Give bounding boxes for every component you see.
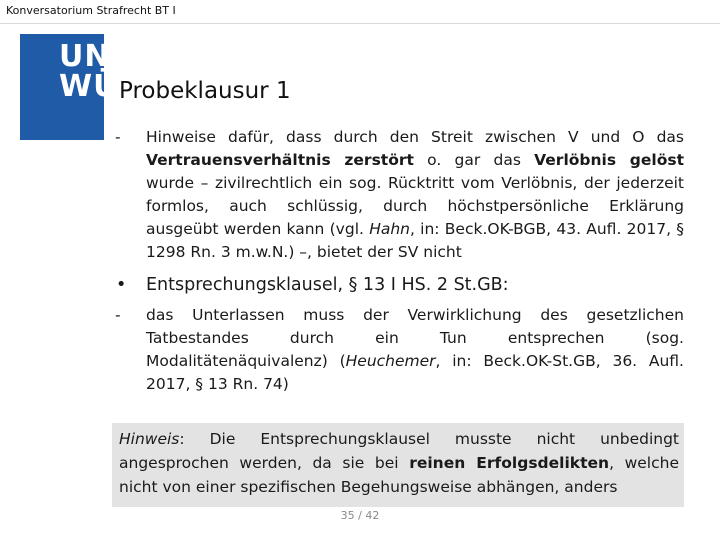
list-item	[112, 272, 684, 298]
header-title: Konversatorium Strafrecht BT I	[6, 4, 176, 17]
item-text: Entsprechungsklausel, § 13 I HS. 2 St.GB:	[146, 275, 509, 295]
bullet-marker: •	[116, 275, 127, 295]
slide-title: Probeklausur 1	[119, 78, 291, 104]
header-divider	[0, 23, 720, 24]
hint-text: Hinweis: Die Entsprechungsklausel musste nicht unbedingt angesprochen werden, da sie bei reinen Erfolgsdelikten, welche nicht von einer spezifischen Begehungsweise abhängen, anders	[119, 430, 679, 496]
logo-line-2: WÜ	[59, 69, 119, 104]
item-text: Hinweise dafür, dass durch den Streit zwischen V und O das Vertrauensverhältnis zerstört o. gar das Verlöbnis gelöst wurde – zivilrechtlich ein sog. Rücktritt vom Verlöbnis, der jederzeit formlos, auch schlüssig, durch höchstpersönliche Erklärung ausgeübt werden kann (vgl. Hahn, in: Beck.OK-BGB, 43. Aufl. 2017, § 1298 Rn. 3 m.w.N.) –, bietet der SV nicht	[146, 128, 684, 261]
logo-line-1: UNI	[59, 39, 123, 74]
university-logo	[20, 34, 123, 140]
dash-marker: -	[115, 306, 121, 324]
item-text: das Unterlassen muss der Verwirklichung des gesetzlichen Tatbestandes durch ein Tun entsprechen (sog. Modalitätenäquivalenz) (Heuchemer, in: Beck.OK-St.GB, 36. Aufl. 2017, § 13 Rn. 74)	[146, 306, 684, 393]
page-number: 35 / 42	[340, 509, 380, 522]
dash-marker: -	[115, 128, 121, 146]
list-item	[112, 304, 684, 396]
list-item	[112, 126, 684, 264]
slide-body	[112, 126, 684, 396]
